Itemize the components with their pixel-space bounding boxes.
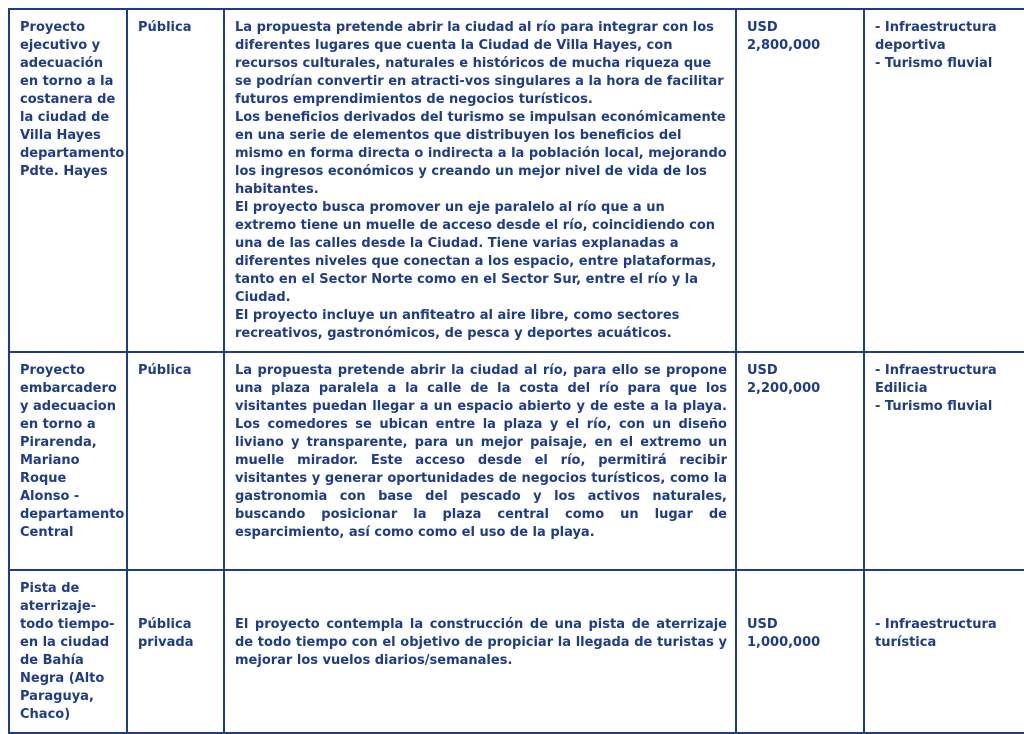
category: [864, 570, 1024, 733]
category-item: - Turismo fluvial: [875, 399, 993, 414]
description: [224, 570, 736, 733]
sector: Pública privada: [127, 570, 224, 733]
table-row: [9, 570, 1024, 733]
category-item: - Infraestructura deportiva: [875, 20, 997, 53]
description-paragraph: La propuesta pretende abrir la ciudad al río para integrar con los diferentes lugares que cuenta la Ciudad de Villa Hayes, con recursos culturales, naturales e históricos de mucha riqueza que se podrían convertir en atracti-vos singulares a la hora de facilitar futuros emprendimientos de negocios turísticos.: [235, 20, 724, 107]
sector: Pública: [127, 352, 224, 570]
description-paragraph: Los beneficios derivados del turismo se impulsan económicamente en una serie de elementos que distribuyen los beneficios del mismo en forma directa o indirecta a la población local, mejorando los ingresos económicos y creando un mejor nivel de vida de los habitantes.: [235, 110, 727, 197]
category: [864, 352, 1024, 570]
category-item: - Infraestructura Edilicia: [875, 363, 997, 396]
description-paragraph: El proyecto incluye un anfiteatro al aire libre, como sectores recreativos, gastronómicos, de pesca y deportes acuáticos.: [235, 308, 680, 341]
category-item: - Turismo fluvial: [875, 56, 993, 71]
table-row: [9, 9, 1024, 352]
description: [224, 352, 736, 570]
description-paragraph: El proyecto contempla la construcción de una pista de aterrizaje de todo tiempo con el objetivo de propiciar la llegada de turistas y mejorar los vuelos diarios/semanales.: [235, 617, 727, 668]
project-name: Proyecto embarcadero y adecuacion en torno a Pirarenda, Mariano Roque Alonso - departamento Central: [9, 352, 127, 570]
category-item: - Infraestructura turística: [875, 617, 997, 650]
project-name: Pista de aterrizaje- todo tiempo- en la ciudad de Bahía Negra (Alto Paraguya, Chaco): [9, 570, 127, 733]
table-row: [9, 352, 1024, 570]
project-name: Proyecto ejecutivo y adecuación en torno a la costanera de la ciudad de Villa Hayes departamento Pdte. Hayes: [9, 9, 127, 352]
description-paragraph: La propuesta pretende abrir la ciudad al río, para ello se propone una plaza paralela a la calle de la costa del río para que los visitantes puedan llegar a un espacio abierto y de este a la playa. Los comedores se ubican entre la plaza y el río, con un diseño liviano y transparente, para un mejor paisaje, en el extremo un muelle mirador. Este acceso desde el río, permitirá recibir visitantes y generar oportunidades de negocios turísticos, como la gastronomia con base del pescado y los activos naturales, buscando posicionar la plaza central como un lugar de esparcimiento, así como como el uso de la playa.: [235, 363, 727, 540]
description-paragraph: El proyecto busca promover un eje paralelo al río que a un extremo tiene un muelle de acceso desde el río, coincidiendo con una de las calles desde la Ciudad. Tiene varias explanadas a diferentes niveles que conectan a los espacio, entre plataformas, tanto en el Sector Norte como en el Sector Sur, entre el río y la Ciudad.: [235, 200, 717, 305]
amount: USD 2,200,000: [736, 352, 864, 570]
sector: Pública: [127, 9, 224, 352]
description: [224, 9, 736, 352]
amount: USD 1,000,000: [736, 570, 864, 733]
projects-table: [8, 8, 1024, 734]
amount: USD 2,800,000: [736, 9, 864, 352]
category: [864, 9, 1024, 352]
